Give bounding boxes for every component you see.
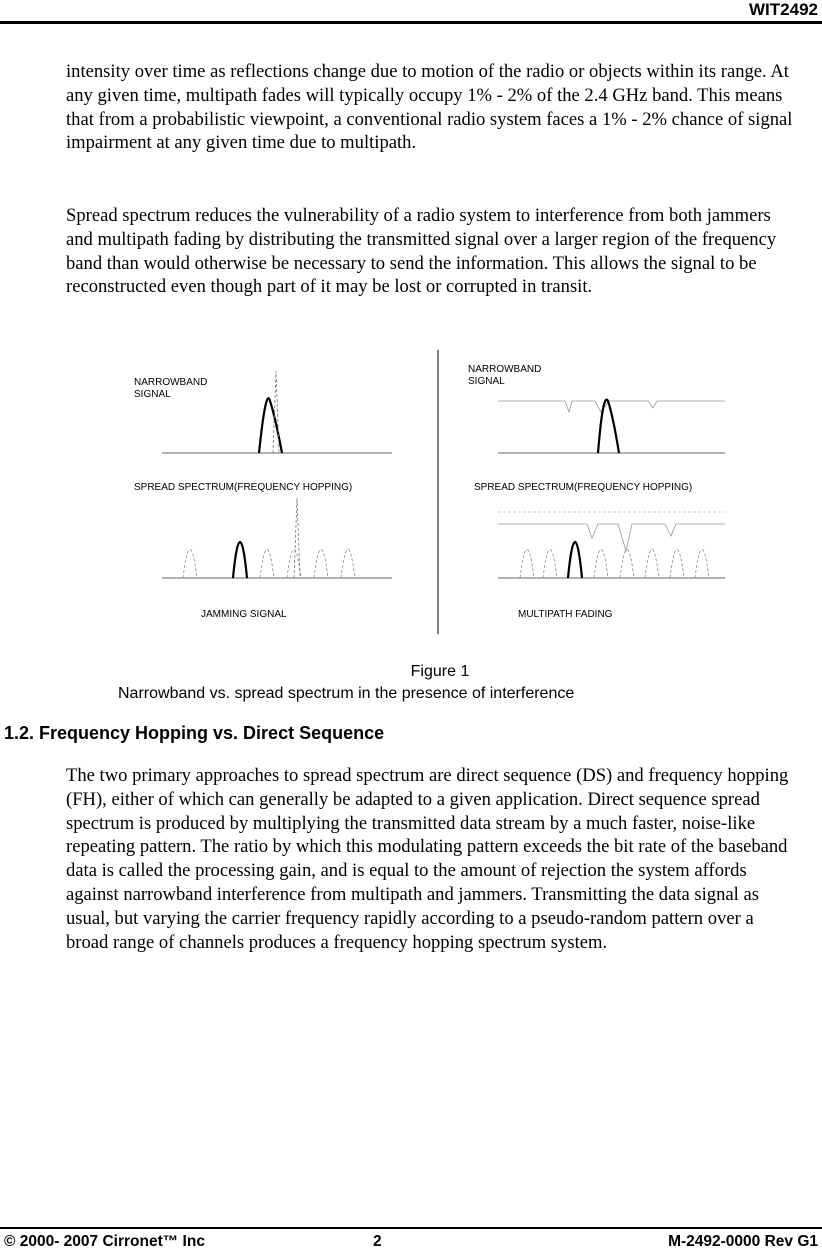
paragraph-fh-vs-ds: The two primary approaches to spread spectrum are direct sequence (DS) and frequency hopping (FH), either of which can generally be adapted to a given application. Direct sequence spread spectrum is produced by multiplying the transmitted data stream by a much faster, noise-like repeating pattern. The ratio by which this modulating pattern exceeds the bit rate of the baseband data is called the processing gain, and is equal to the amount of rejection the system affords against narrowband interference from multipath and jammers. Transmitting the data signal as usual, but varying the carrier frequency rapidly according to a pseudo-random pattern over a broad range of channels produces a frequency hopping spectrum system. (66, 765, 789, 953)
right-hopping-channels (520, 550, 709, 579)
header-rule (0, 21, 822, 24)
footer-copyright: © 2000- 2007 Cirronet™ Inc (4, 1233, 205, 1250)
footer-page-number: 2 (373, 1233, 382, 1250)
paragraph-spread-spectrum: Spread spectrum reduces the vulnerability of a radio system to interference from both jammers and multipath fading by distributing the transmitted signal over a larger region of the frequency band than would otherwise be necessary to send the information. This allows the signal to be reconstructed even though part of it may be lost or corrupted in transit. (66, 205, 777, 298)
left-panel (134, 371, 392, 620)
left-narrowband-label-line2: SIGNAL (134, 389, 171, 400)
right-panel (468, 364, 725, 620)
left-hopping-channels (183, 550, 355, 579)
footer-doc-rev: M-2492-0000 Rev G1 (668, 1233, 818, 1250)
right-narrowband-label-line2: SIGNAL (468, 376, 505, 387)
section-heading: 1.2. Frequency Hopping vs. Direct Sequence (4, 723, 385, 743)
figure-caption-number: Figure 1 (410, 663, 470, 680)
left-bottom-label: JAMMING SIGNAL (201, 609, 287, 620)
right-fading-envelope-2 (498, 524, 725, 551)
right-bottom-label: MULTIPATH FADING (518, 609, 613, 620)
right-narrowband-label-line1: NARROWBAND (468, 364, 542, 375)
footer-rule (0, 1227, 822, 1229)
figure-1-diagram (120, 346, 740, 638)
left-spread-label: SPREAD SPECTRUM(FREQUENCY HOPPING) (134, 482, 353, 493)
paragraph-multipath: intensity over time as reflections change due to motion of the radio or objects within its range. At any given time, multipath fades will typically occupy 1% - 2% of the 2.4 GHz band. This means that from a probabilistic viewpoint, a conventional radio system faces a 1% - 2% chance of signal impairment at any given time due to multipath. (66, 61, 793, 154)
document-id: WIT2492 (749, 0, 818, 19)
left-hop-carrier (233, 542, 247, 578)
left-narrowband-label-line1: NARROWBAND (134, 377, 208, 388)
figure-caption-text: Narrowband vs. spread spectrum in the presence of interference (118, 685, 575, 702)
right-hop-carrier (568, 542, 582, 578)
right-narrowband-peak (598, 400, 619, 453)
right-spread-label: SPREAD SPECTRUM(FREQUENCY HOPPING) (474, 482, 693, 493)
